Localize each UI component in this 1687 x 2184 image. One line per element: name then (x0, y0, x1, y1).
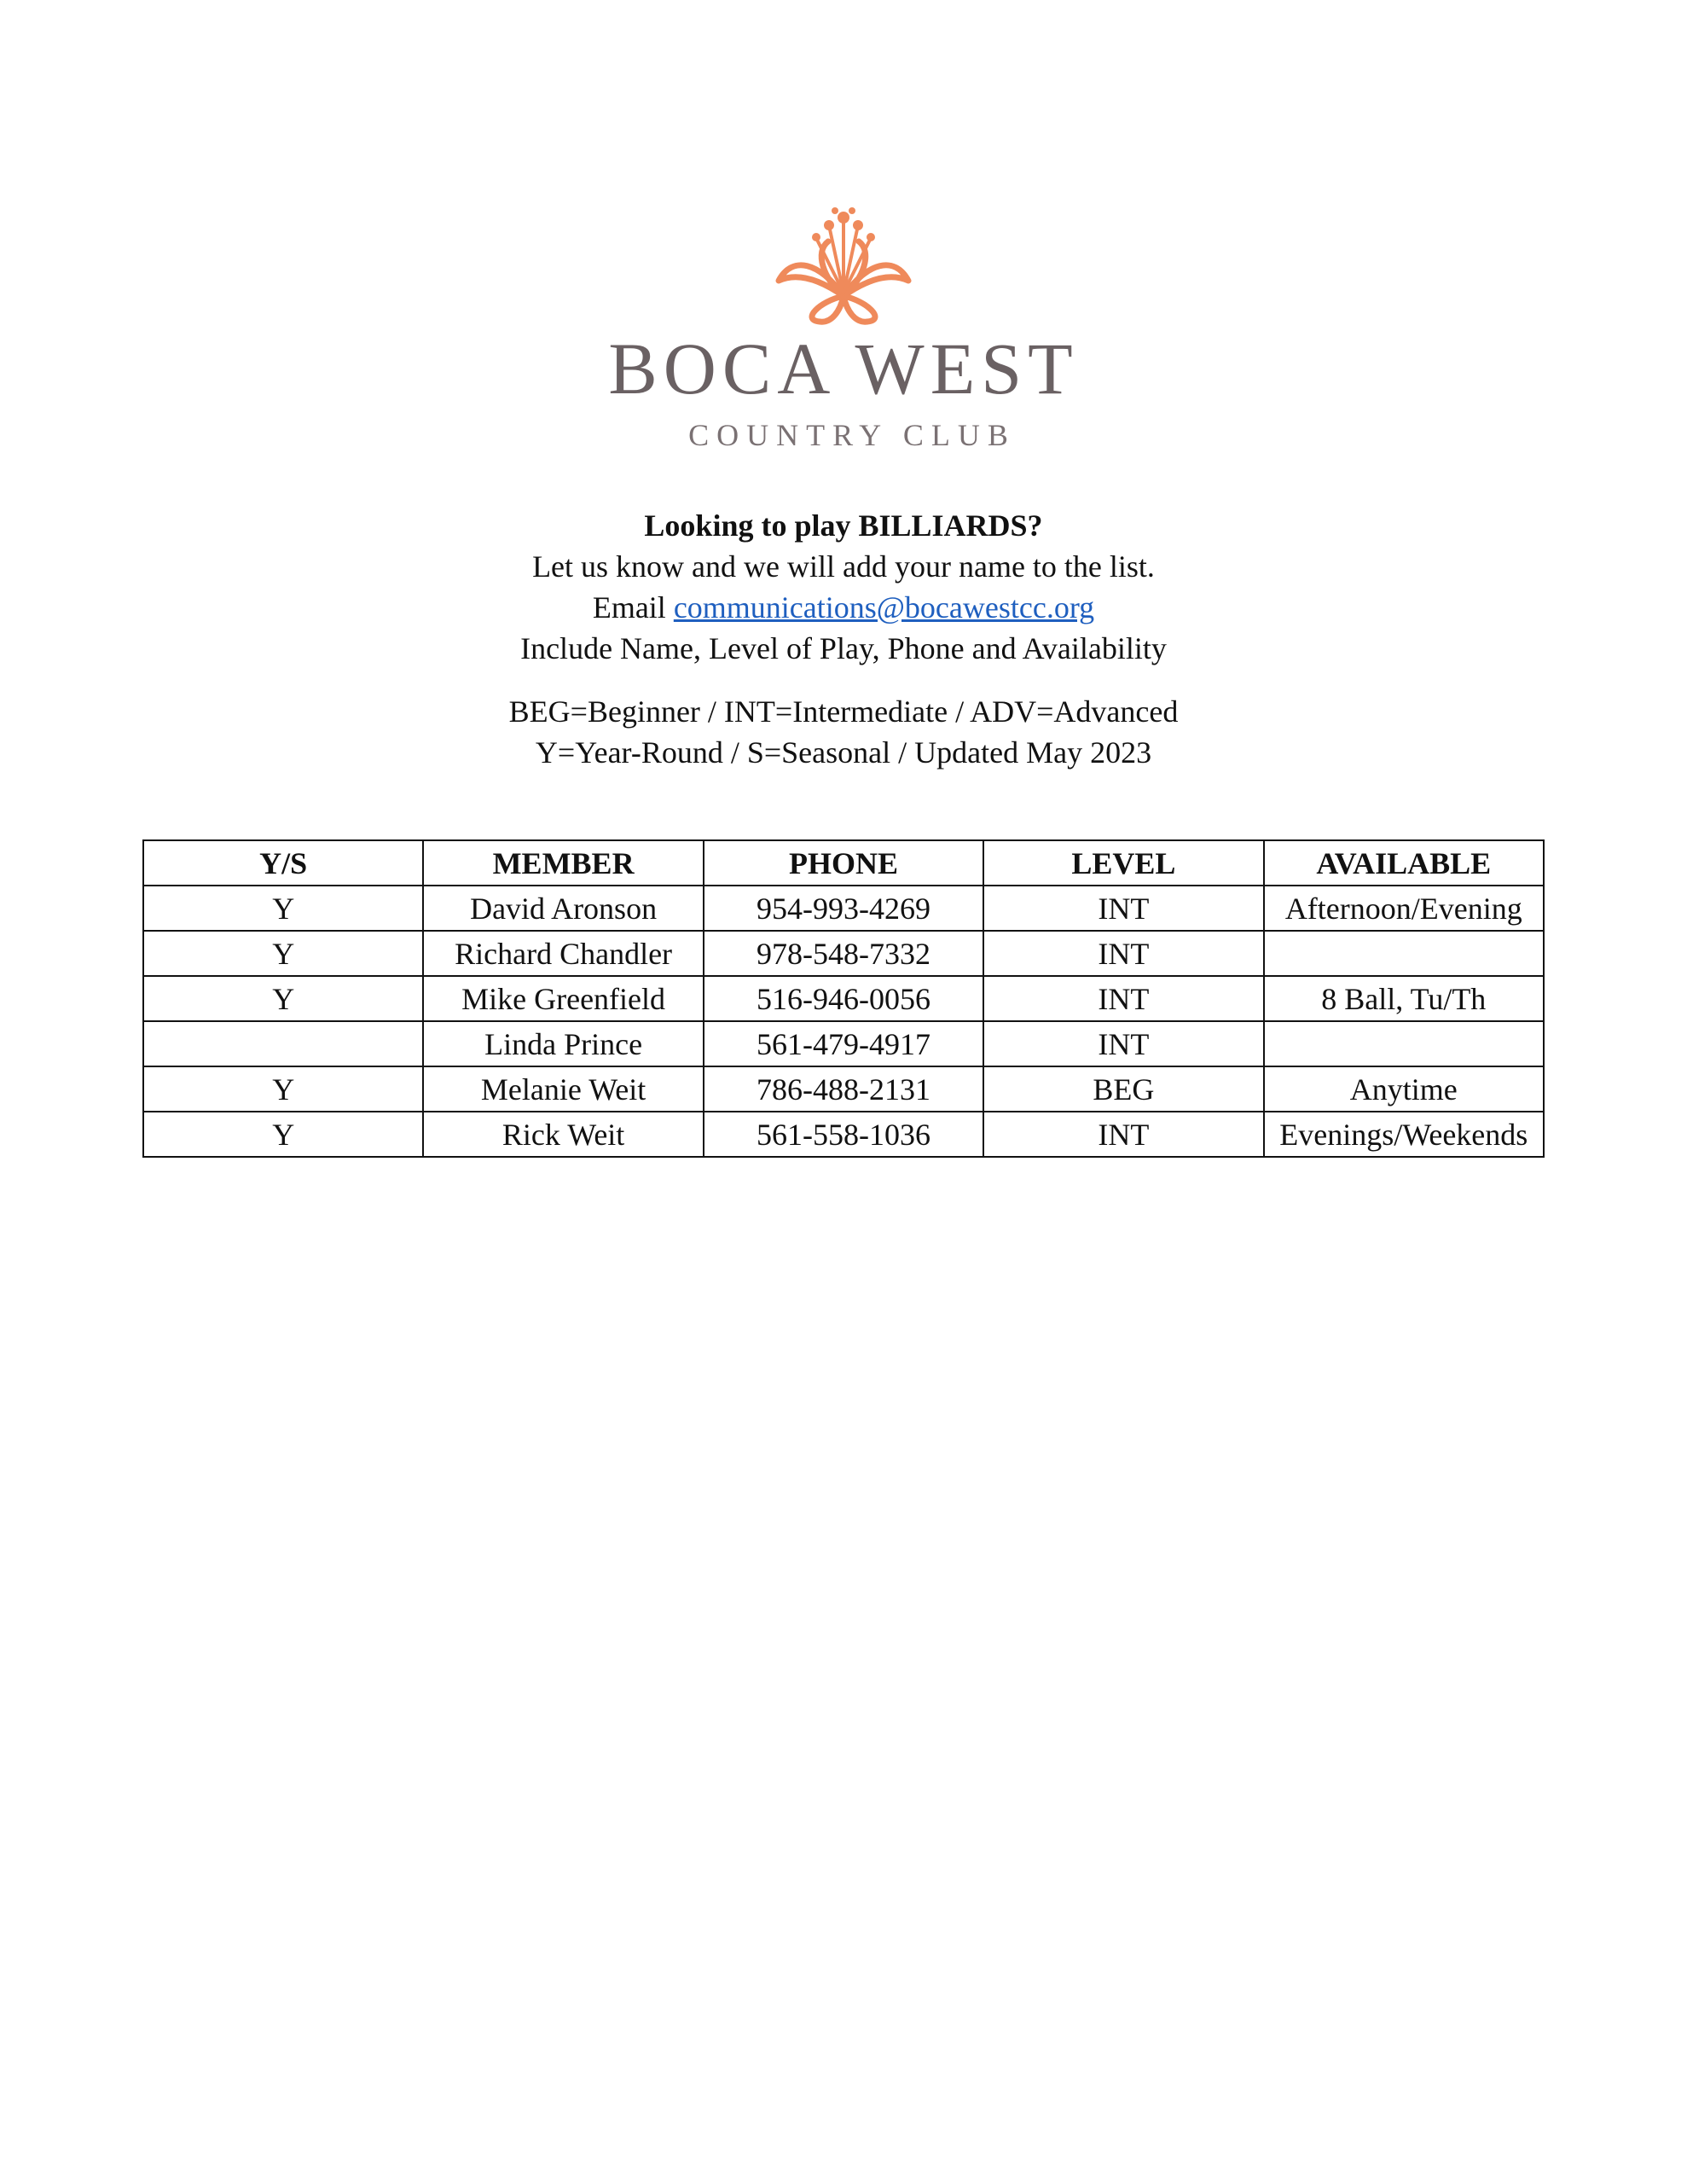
cell-member: Richard Chandler (423, 931, 703, 976)
header-ys: Y/S (143, 840, 423, 886)
season-legend: Y=Year-Round / S=Seasonal / Updated May 2023 (535, 735, 1152, 770)
level-legend: BEG=Beginner / INT=Intermediate / ADV=Advanced (508, 694, 1179, 729)
cell-phone: 978-548-7332 (704, 931, 983, 976)
logo-wordmark (0, 328, 1687, 410)
cell-ys (143, 1021, 423, 1066)
table-row (143, 1066, 1544, 1112)
cell-ys: Y (143, 931, 423, 976)
header-available: AVAILABLE (1264, 840, 1544, 886)
spacer (0, 669, 1687, 691)
cell-available: Afternoon/Evening (1264, 886, 1544, 931)
cell-level: INT (983, 931, 1263, 976)
cell-level: INT (983, 1112, 1263, 1157)
table-row (143, 1021, 1544, 1066)
cell-available: Anytime (1264, 1066, 1544, 1112)
cell-phone: 516-946-0056 (704, 976, 983, 1021)
email-prefix: Email (592, 590, 666, 624)
header-level: LEVEL (983, 840, 1263, 886)
cell-available (1264, 931, 1544, 976)
cell-ys: Y (143, 886, 423, 931)
club-logo (0, 192, 1687, 453)
cell-member: Melanie Weit (423, 1066, 703, 1112)
cell-level: INT (983, 886, 1263, 931)
cell-phone: 561-479-4917 (704, 1021, 983, 1066)
header-phone: PHONE (704, 840, 983, 886)
logo-word-west: WEST (855, 328, 1079, 410)
intro-line: Let us know and we will add your name to the list. (532, 549, 1155, 584)
cell-available: Evenings/Weekends (1264, 1112, 1544, 1157)
table-header-row (143, 840, 1544, 886)
table-row (143, 931, 1544, 976)
cell-phone: 954-993-4269 (704, 886, 983, 931)
cell-phone: 561-558-1036 (704, 1112, 983, 1157)
hibiscus-flower-icon (767, 192, 920, 328)
cell-level: INT (983, 976, 1263, 1021)
intro-text (0, 505, 1687, 773)
header-member: MEMBER (423, 840, 703, 886)
email-line (0, 587, 1687, 628)
logo-subtitle: COUNTRY CLUB (688, 418, 1016, 452)
cell-member: Linda Prince (423, 1021, 703, 1066)
table-row (143, 1112, 1544, 1157)
billiards-roster-table (142, 839, 1545, 1158)
cell-available (1264, 1021, 1544, 1066)
cell-ys: Y (143, 976, 423, 1021)
cell-member: David Aronson (423, 886, 703, 931)
table-row (143, 976, 1544, 1021)
cell-phone: 786-488-2131 (704, 1066, 983, 1112)
cell-available: 8 Ball, Tu/Th (1264, 976, 1544, 1021)
cell-member: Rick Weit (423, 1112, 703, 1157)
logo-word-boca: BOCA (608, 328, 832, 410)
table-row (143, 886, 1544, 931)
cell-level: INT (983, 1021, 1263, 1066)
cell-ys: Y (143, 1066, 423, 1112)
cell-level: BEG (983, 1066, 1263, 1112)
email-link[interactable]: communications@bocawestcc.org (673, 590, 1095, 624)
headline: Looking to play BILLIARDS? (644, 508, 1043, 543)
cell-member: Mike Greenfield (423, 976, 703, 1021)
cell-ys: Y (143, 1112, 423, 1157)
include-line: Include Name, Level of Play, Phone and Availability (520, 631, 1167, 665)
